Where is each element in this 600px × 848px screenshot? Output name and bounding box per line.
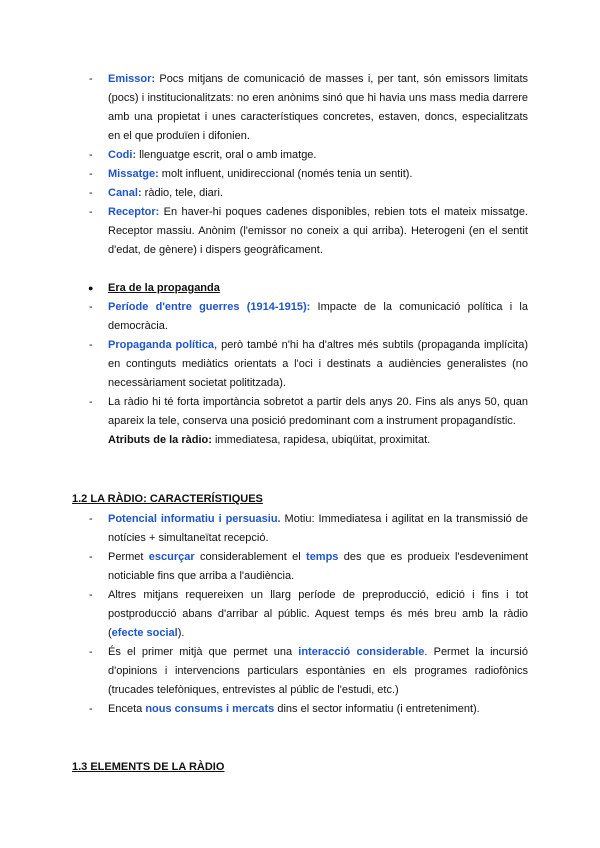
- list-item-entre-guerres: [0, 298, 600, 336]
- list-dash: -: [89, 149, 93, 161]
- list-item-interaccio: [0, 643, 600, 700]
- list-dash: -: [89, 513, 93, 525]
- bullet-icon: ●: [88, 283, 94, 293]
- term-emissor: Emissor:: [108, 73, 156, 85]
- term-atributs: Atributs de la ràdio:: [108, 434, 212, 446]
- section-heading-1-2: 1.2 LA RÀDIO: CARACTERÍSTIQUES: [72, 493, 263, 505]
- section-heading-1-3: 1.3 ELEMENTS DE LA RÀDIO: [72, 761, 225, 773]
- term-temps: temps: [306, 551, 339, 563]
- list-dash: -: [89, 206, 93, 218]
- list-dash: -: [89, 301, 93, 313]
- list-dash: -: [89, 187, 93, 199]
- communication-elements-list: [0, 70, 600, 260]
- term-receptor: Receptor:: [108, 206, 160, 218]
- list-item-canal: [0, 184, 600, 203]
- list-item-escurcar: [0, 548, 600, 586]
- list-item-missatge: [0, 165, 600, 184]
- text-propaganda-politica: , però també n'hi ha d'altres més subtils (propaganda implícita) en continguts mediàtics orientats a l'oci i destinats a audiències generalistes (no necessàriament societat polititzada).: [108, 339, 528, 389]
- text-fragment: des que es produeix l'esdeveniment noticiable fins que arriba a l'audiència.: [108, 551, 528, 582]
- text-fragment: considerablement el: [194, 551, 307, 563]
- term-efecte-social: efecte social: [111, 627, 178, 639]
- list-item-potencial: [0, 510, 600, 548]
- list-dash: -: [89, 646, 93, 658]
- list-item-propaganda-politica: [0, 336, 600, 393]
- text-missatge: molt influent, unidireccional (només tenia un sentit).: [158, 168, 413, 180]
- text-fragment: És el primer mitjà que permet una: [108, 646, 299, 658]
- term-canal: Canal:: [108, 187, 142, 199]
- text-receptor: En haver-hi poques cadenes disponibles, rebien tots el mateix missatge. Receptor massiu. Anònim (l'emissor no coneix a qui arriba). Heterogeni (en el sentit d'edat, de gènere) i dispers geogràficament.: [108, 206, 528, 256]
- list-dash: -: [89, 551, 93, 563]
- text-potencial: Motiu: Immediatesa i agilitat en la transmissió de notícies + simultaneïtat recepció.: [108, 513, 528, 544]
- list-item-altres-mitjans: [0, 586, 600, 643]
- text-canal: ràdio, tele, diari.: [141, 187, 223, 199]
- list-item-codi: [0, 146, 600, 165]
- text-fragment: Enceta: [108, 703, 146, 715]
- text-radio-importancia: La ràdio hi té forta importància sobretot a partir dels anys 20. Fins als anys 50, quan apareix la tele, conserva una posició predominant com a instrument propagandístic.: [108, 396, 528, 427]
- list-dash: -: [89, 168, 93, 180]
- term-propaganda-politica: Propaganda política: [108, 339, 215, 351]
- text-fragment: Altres mitjans requereixen un llarg període de preproducció, edició i fins i tot postproducció abans d'arribar al públic. Aquest temps és més breu amb la ràdio (: [108, 589, 528, 639]
- list-dash: -: [89, 589, 93, 601]
- list-item-emissor: [0, 70, 600, 146]
- term-missatge: Missatge:: [108, 168, 159, 180]
- text-fragment: Permet: [108, 551, 149, 563]
- list-dash: -: [89, 339, 93, 351]
- text-fragment: ).: [177, 627, 185, 639]
- list-dash: -: [89, 73, 93, 85]
- term-codi: Codi:: [108, 149, 137, 161]
- text-codi: llenguatge escrit, oral o amb imatge.: [136, 149, 317, 161]
- term-consums: nous consums i mercats: [145, 703, 275, 715]
- text-fragment: dins el sector informatiu (i entreteniment).: [274, 703, 480, 715]
- term-entre-guerres: Període d'entre guerres (1914-1915):: [108, 301, 311, 313]
- propaganda-heading: Era de la propaganda: [108, 282, 220, 294]
- term-interaccio: interacció considerable: [298, 646, 425, 658]
- text-entre-guerres: Impacte de la comunicació política i la democràcia.: [108, 301, 528, 332]
- term-potencial: Potencial informatiu i persuasiu.: [108, 513, 281, 525]
- term-escurcar: escurçar: [148, 551, 195, 563]
- propaganda-heading-item: [0, 279, 600, 298]
- text-fragment: . Permet la incursió d'opinions i intervencions particulars espontànies en els programes radiofònics (trucades telefòniques, entrevistes al públic de l'estudi, etc.): [108, 646, 528, 696]
- list-dash: -: [89, 396, 93, 408]
- list-item-consums: [0, 700, 600, 719]
- list-dash: -: [89, 703, 93, 715]
- propaganda-section: [0, 279, 600, 450]
- text-emissor: Pocs mitjans de comunicació de masses i, per tant, són emissors limitats (pocs) i institucionalitzats: no eren anònims sinó que hi havia uns mass media darrere amb una propietat i unes característiques concretes, estaven, doncs, especialitzats en el que produïen i difonien.: [108, 73, 528, 142]
- list-item-radio-importancia: [0, 393, 600, 431]
- list-item-receptor: [0, 203, 600, 260]
- radio-characteristics-list: [0, 510, 600, 719]
- text-atributs: immediatesa, rapidesa, ubiqüitat, proximitat.: [211, 434, 431, 446]
- radio-attributes: [0, 431, 600, 450]
